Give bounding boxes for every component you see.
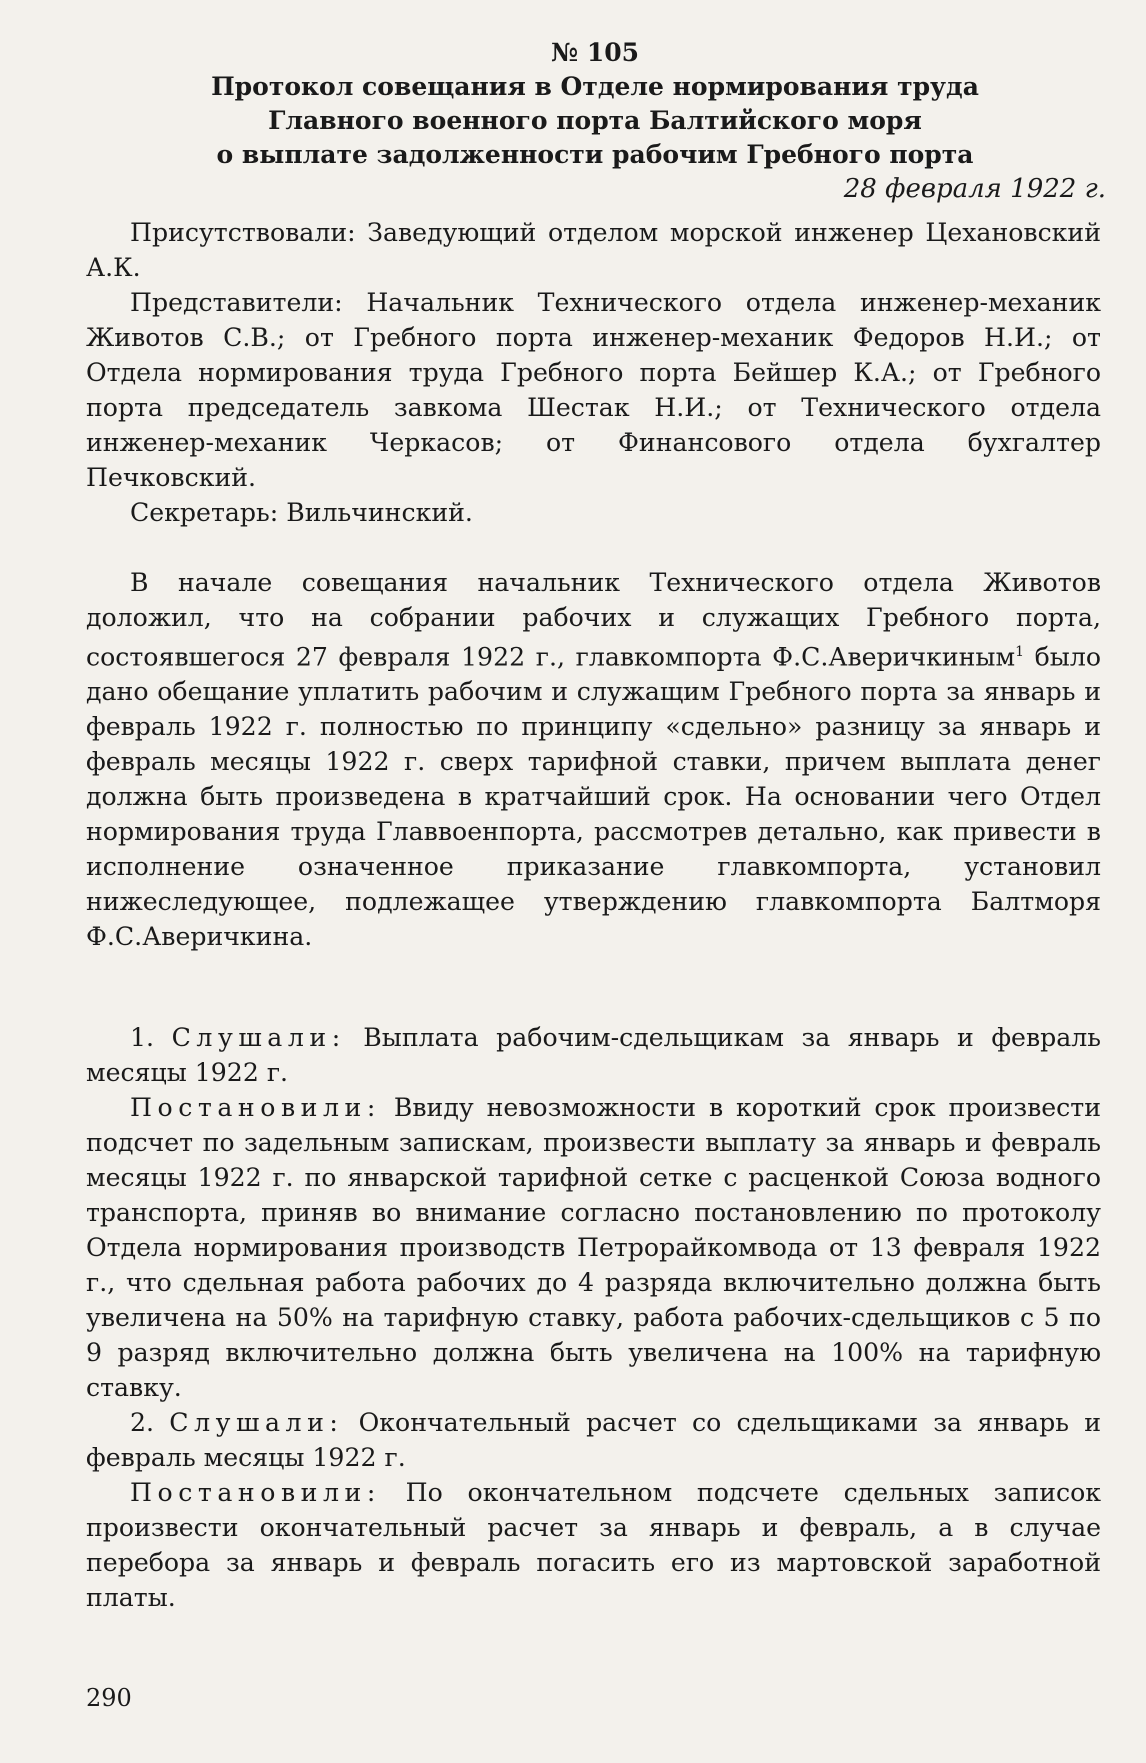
heard-label-2: Слушали: [169,1408,344,1437]
item2-decided-paragraph [86,1475,1101,1615]
footnote-reference: 1 [1015,644,1024,660]
item2-heard-paragraph [86,1405,1101,1475]
title-line-2: Главного военного порта Балтийского моря [268,106,922,135]
present-paragraph: Присутствовали: Заведующий отделом морской инженер Цехановский А.К. [86,218,1101,282]
item2-number: 2. [130,1408,155,1437]
item1-heard-paragraph [86,1020,1101,1090]
item1-heard-text: Выплата рабочим-сдельщикам за январь и февраль месяцы 1922 г. [86,1023,1101,1087]
secretary-paragraph: Секретарь: Вильчинский. [130,498,473,527]
item1-decided-paragraph [86,1090,1101,1405]
representatives-paragraph: Представители: Начальник Технического отдела инженер-механик Животов С.В.; от Гребного порта инженер-механик Федоров Н.И.; от Отдела нормирования труда Гребного порта Бейшер К.А.; от Гребного порта председатель завкома Шестак Н.И.; от Технического отдела инженер-механик Черкасов; от Финансового отдела бухгалтер Печковский. [86,288,1101,492]
intro-text-before-footnote: В начале совещания начальник Технического отдела Животов доложил, что на собрании рабочих и служащих Гребного порта, состоявшегося 27 февраля 1922 г., главкомпорта Ф.С.Аверичкиным [86,568,1101,672]
decided-label: Постановили: [130,1093,381,1122]
title-line-1: Протокол совещания в Отделе нормирования труда [211,72,979,101]
item1-number: 1. [130,1023,155,1052]
decided-label-2: Постановили: [130,1478,381,1507]
intro-text-after-footnote: было дано обещание уплатить рабочим и служащим Гребного порта за январь и февраль 1922 г. полностью по принципу «сдельно» разницу за январь и февраль месяцы 1922 г. сверх тарифной ставки, причем выплата денег должна быть произведена в кратчайший срок. На основании чего Отдел нормирования труда Главвоенпорта, рассмотрев детально, как привести в исполнение означенное приказание главкомпорта, установил нижеследующее, подлежащее утверждению главкомпорта Балтморя Ф.С.Аверичкина. [86,642,1102,952]
document-number: № 105 [550,38,640,67]
heard-label: Слушали: [171,1023,346,1052]
intro-paragraph [86,565,1101,954]
item2-decided-text: По окончательном подсчете сдельных записок произвести окончательный расчет за январь и февраль, а в случае перебора за январь и февраль погасить его из мартовской заработной платы. [86,1478,1101,1612]
item2-heard-text: Окончательный расчет со сдельщиками за январь и февраль месяцы 1922 г. [86,1408,1101,1472]
item1-decided-text: Ввиду невозможности в короткий срок произвести подсчет по задельным запискам, произвести выплату за январь и февраль месяцы 1922 г. по январской тарифной сетке с расценкой Союза водного транспорта, приняв во внимание согласно постановлению по протоколу Отдела нормирования производств Петрорайкомвода от 13 февраля 1922 г., что сдельная работа рабочих до 4 разряда включительно должна быть увеличена на 50% на тарифную ставку, работа рабочих-сдельщиков с 5 по 9 разряд включительно должна быть увеличена на 100% на тарифную ставку. [86,1093,1101,1402]
page-number: 290 [86,1684,132,1712]
title-line-3: о выплате задолженности рабочим Гребного порта [216,140,974,169]
document-header [90,36,1100,172]
document-date: 28 февраля 1922 г. [843,174,1106,204]
